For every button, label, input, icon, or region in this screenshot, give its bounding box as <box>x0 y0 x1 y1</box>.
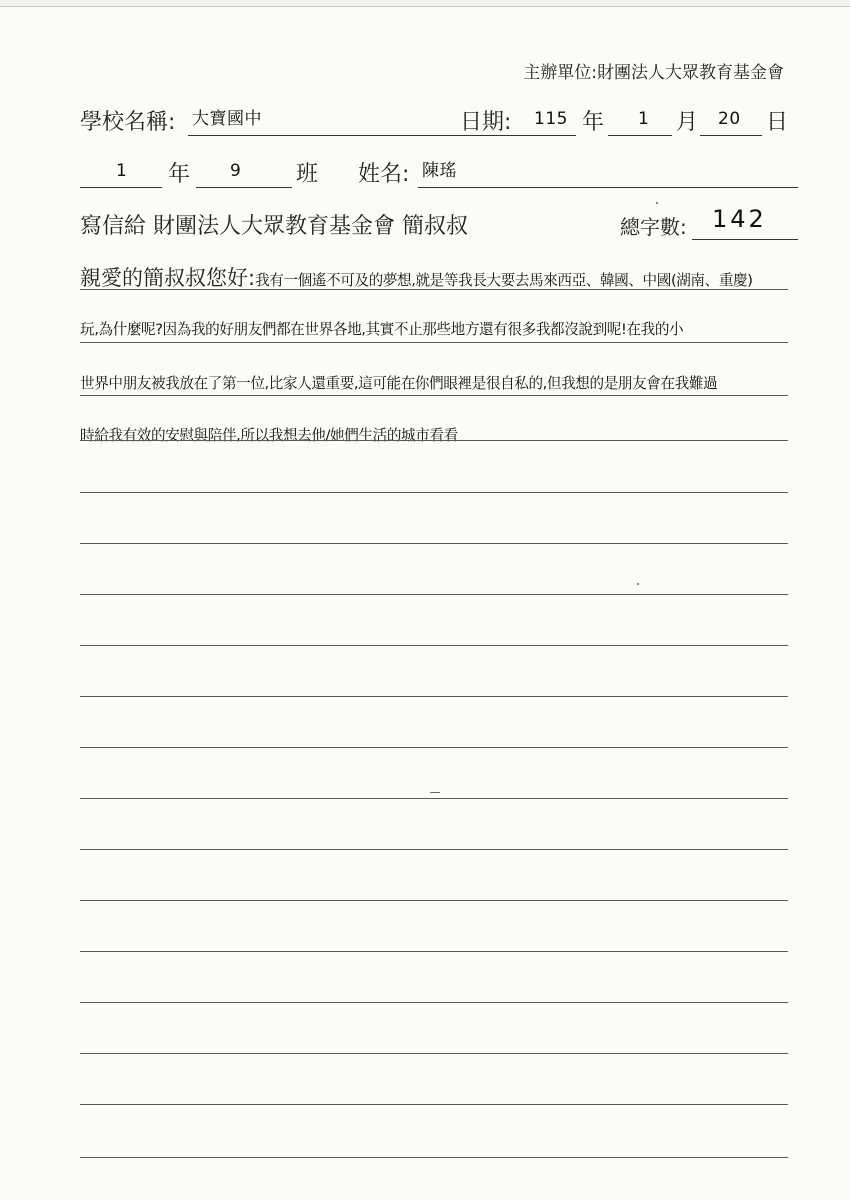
word-count-label: 總字數: <box>620 215 687 239</box>
word-count-field[interactable] <box>692 205 798 240</box>
year-unit: 年 <box>582 110 605 135</box>
ruled-line <box>80 289 788 290</box>
ruled-line <box>80 747 788 748</box>
ruled-line <box>80 1104 788 1105</box>
letter-line-4: 時給我有效的安慰與陪伴,所以我想去他/她們生活的城市看看 <box>80 427 458 444</box>
day-value: 20 <box>718 109 741 129</box>
class-unit: 班 <box>296 162 319 187</box>
letter-line-1 <box>80 262 792 292</box>
scan-speck <box>656 202 658 204</box>
ruled-line <box>80 951 788 952</box>
recipient-line: 寫信給 財團法人大眾教育基金會 簡叔叔 <box>80 214 468 239</box>
month-value: 1 <box>638 109 650 129</box>
class-value: 9 <box>230 161 242 181</box>
name-value: 陳瑤 <box>422 161 457 181</box>
scan-speck <box>430 792 440 793</box>
school-label: 學校名稱: <box>80 110 176 135</box>
ruled-line <box>80 1053 788 1054</box>
ruled-line <box>80 645 788 646</box>
ruled-line <box>80 492 788 493</box>
day-unit: 日 <box>766 110 789 135</box>
letter-line-1-text: 我有一個遙不可及的夢想,就是等我長大要去馬來西亞、韓國、中國(湖南、重慶) <box>255 272 753 289</box>
letter-greeting: 親愛的簡叔叔您好: <box>80 266 256 290</box>
school-value: 大寶國中 <box>192 109 262 129</box>
grade-field[interactable] <box>80 153 162 188</box>
recipient-row <box>80 204 800 244</box>
year-value: 115 <box>534 109 568 129</box>
ruled-line <box>80 543 788 544</box>
letter-line-2: 玩,為什麼呢?因為我的好朋友們都在世界各地,其實不止那些地方還有很多我都沒說到呢!在我的小 <box>80 321 684 338</box>
month-unit: 月 <box>676 110 699 135</box>
date-label: 日期: <box>460 110 512 135</box>
ruled-line <box>80 798 788 799</box>
name-field[interactable] <box>418 153 798 188</box>
ruled-line <box>80 900 788 901</box>
school-date-row <box>80 100 800 140</box>
class-field[interactable] <box>196 153 292 188</box>
name-label: 姓名: <box>358 162 410 187</box>
word-count-value: 142 <box>712 205 767 233</box>
scan-speck <box>637 583 639 585</box>
organizer-label: 主辦單位:財團法人大眾教育基金會 <box>523 63 784 83</box>
grade-value: 1 <box>116 161 128 181</box>
ruled-line <box>80 849 788 850</box>
ruled-line <box>80 1002 788 1003</box>
ruled-line <box>80 696 788 697</box>
year-field[interactable] <box>516 101 576 136</box>
day-field[interactable] <box>700 101 762 136</box>
ruled-line <box>80 395 788 396</box>
ruled-line <box>80 342 788 343</box>
grade-unit: 年 <box>168 162 191 187</box>
ruled-line <box>80 440 788 441</box>
letter-line-3: 世界中朋友被我放在了第一位,比家人還重要,這可能在你們眼裡是很自私的,但我想的是朋友會在我難過 <box>80 375 718 392</box>
class-name-row <box>80 152 800 192</box>
ruled-line <box>80 1157 788 1158</box>
ruled-line <box>80 594 788 595</box>
month-field[interactable] <box>608 101 672 136</box>
scan-top-edge <box>0 0 850 7</box>
